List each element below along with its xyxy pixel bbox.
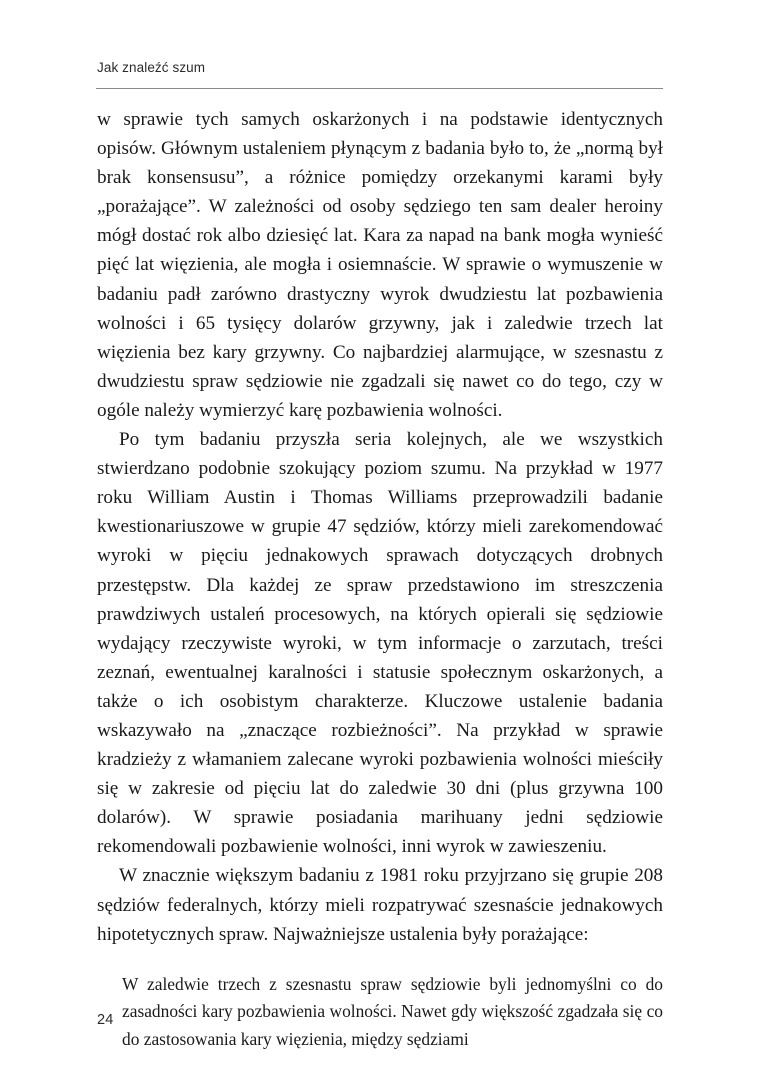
folio (97, 1012, 114, 1028)
paragraph-continued: w sprawie tych samych oskarżonych i na podstawie identycznych opisów. Głównym ustaleniem płynącym z badania było to, że „normą był brak konsensusu”, a różnice pomiędzy orzekanymi karami były „porażające”. W zależności od osoby sędziego ten sam dealer heroiny mógł dostać rok albo dziesięć lat. Kara za napad na bank mogła wynieść pięć lat więzienia, ale mogła i osiemnaście. W sprawie o wymuszenie w badaniu padł zarówno drastyczny wyrok dwudziestu lat pozbawienia wolności i 65 tysięcy dolarów grzywny, jak i zaledwie trzech lat więzienia bez kary grzywny. Co najbardziej alarmujące, w szesnastu z dwudziestu spraw sędziowie nie zgadzali się nawet co do tego, czy w ogóle należy wymierzyć karę pozbawienia wolności. (97, 109, 663, 421)
running-head (97, 60, 663, 76)
paragraph: Po tym badaniu przyszła seria kolejnych, ale we wszystkich stwierdzano podobnie szokujący poziom szumu. Na przykład w 1977 roku William Austin i Thomas Williams przeprowadzili badanie kwestionariuszowe w grupie 47 sędziów, którzy mieli zarekomendować wyroki w pięciu jednakowych sprawach dotyczących drobnych przestępstw. Dla każdej ze spraw przedstawiono im streszczenia prawdziwych ustaleń procesowych, na których opierali się sędziowie wydający rzeczywiste wyroki, w tym informacje o zarzutach, treści zeznań, ewentualnej karalności i statusie społecznym oskarżonych, a także o ich osobistym charakterze. Kluczowe ustalenie badania wskazywało na „znaczące rozbieżności”. Na przykład w sprawie kradzieży z włamaniem zalecane wyroki pozbawienia wolności mieściły się w zakresie od pięciu lat do zaledwie 30 dni (plus grzywna 100 dolarów). W sprawie posiadania marihuany jedni sędziowie rekomendowali pozbawienie wolności, inni wyrok w zawieszeniu. (97, 429, 663, 858)
blockquote: W zaledwie trzech z szesnastu spraw sędziowie byli jednomyślni co do zasadności kary pozbawienia wolności. Nawet gdy większość zgadzała się co do zastosowania kary więzienia, między sędziami (122, 973, 663, 1049)
header-divider-rule (96, 88, 663, 89)
page-number: 24 (97, 1012, 114, 1028)
running-head-title: Jak znaleźć szum (97, 60, 206, 75)
paragraph: W znacznie większym badaniu z 1981 roku przyjrzano się grupie 208 sędziów federalnych, którzy mieli rozpatrywać szesnaście jednakowych hipotetycznych spraw. Najważniejsze ustalenia były porażające: (97, 865, 663, 945)
body-text-block (97, 105, 663, 1053)
